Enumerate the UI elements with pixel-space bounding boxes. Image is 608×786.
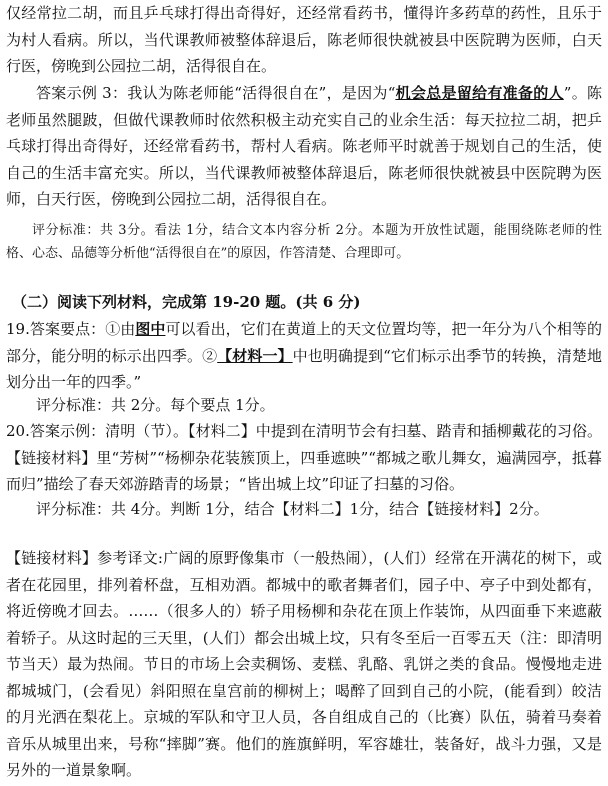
answer-example-3 — [6, 80, 602, 213]
scoring1-text: 评分标准：共 3分。看法 1分，结合文本内容分析 2分。本题为开放性试题，能围绕陈老师的性格、心态、品德等分析他“活得很自在”的原因，作答清楚、合理即可。 — [6, 223, 602, 261]
scoring-standard-20 — [6, 496, 602, 523]
q19-figure-ref: 图中 — [135, 320, 166, 338]
example3-rest: ”。陈老师虽然腿跛，但做代课教师时依然积极主动充实自己的业余生活：每天拉拉二胡，把乒乓球打得出奇得好，还经常看药书，帮村人看病。陈老师平时就善于规划自己的生活，使自己的生活丰富充实。所以，当代课教师被整体辞退后，陈老师很快就被县中医院聘为医师，白天行医，傍晚到公园拉二胡，活得很自在。 — [6, 84, 602, 208]
translation-text: 【链接材料】参考译文:广阔的原野像集市（一般热闹），(人们）经常在开满花的树下，或者在花园里，排列着杯盘，互相劝酒。都城中的歌者舞者们，园子中、亭子中到处都有，将近傍晚才回去。……（很多人的）轿子用杨柳和杂花在顶上作装饰，从四面垂下来遮蔽着轿子。从这时起的三天里，(人们）都会出城上坟，只有冬至后一百零五天（注：即清明节当天）最为热闹。节日的市场上会卖稠饧、麦糕、乳酪、乳饼之类的食品。慢慢地走进都城城门，(会看见）斜阳照在皇宫前的柳树上；喝醉了回到自己的小院，(能看到）皎洁的月光洒在梨花上。京城的军队和守卫人员，各自组成自己的（比赛）队伍，骑着马奏着音乐从城里出来，号称“摔脚”赛。他们的旌旗鲜明，军容雄壮，装备好，战斗力强，又是另外的一道景象啊。 — [6, 549, 602, 779]
reference-translation — [6, 545, 602, 784]
q19-material-ref: 【材料一】 — [217, 346, 293, 365]
q19-part-a: 19.答案要点：①由 — [6, 320, 136, 338]
question-19-answer — [6, 316, 602, 396]
intro-text: 仅经常拉二胡，而且乒乓球打得出奇得好，还经常看药书，懂得许多药草的药性，且乐于为村人看病。所以，当代课教师被整体辞退后，陈老师很快就被县中医院聘为医师，白天行医，傍晚到公园拉二胡，活得很自在。 — [6, 4, 602, 75]
example3-lead: 答案示例 3：我认为陈老师能“活得很自在”，是因为“ — [36, 84, 396, 102]
q19-part-e: 中也明确提到“它们标示出季节的转换，清楚地划分出一年的四季。” — [6, 346, 602, 391]
scoring19-text: 评分标准：共 2分。每个要点 1分。 — [36, 396, 275, 414]
scoring-standard-1 — [6, 219, 602, 265]
example3-emphasis: 机会总是留给有准备的人 — [395, 84, 564, 102]
q20-text: 20.答案示例：清明（节）。【材料二】中提到在清明节会有扫墓、踏青和插柳戴花的习俗。【链接材料】里“芳树”“杨柳杂花装簇顶上，四垂遮映”“都城之歌儿舞女，遍满园亭，抵暮而归”描绘了春天郊游踏青的场景；“皆出城上坟”印证了扫墓的习俗。 — [6, 422, 602, 493]
section2-title-text: （二）阅读下列材料，完成第 19-20 题。(共 6 分) — [12, 293, 361, 311]
scoring20-text: 评分标准：共 4分。判断 1分，结合【材料二】1分，结合【链接材料】2分。 — [36, 500, 549, 518]
question-20-answer — [6, 418, 602, 498]
section-2-title — [12, 289, 602, 316]
scoring-standard-19 — [6, 392, 602, 419]
intro-paragraph — [6, 0, 602, 80]
q19-part-c: 可以看出，它们在黄道上的天文位置均等，把一年分为八个相等的部分，能分明的标示出四季。② — [6, 320, 602, 365]
